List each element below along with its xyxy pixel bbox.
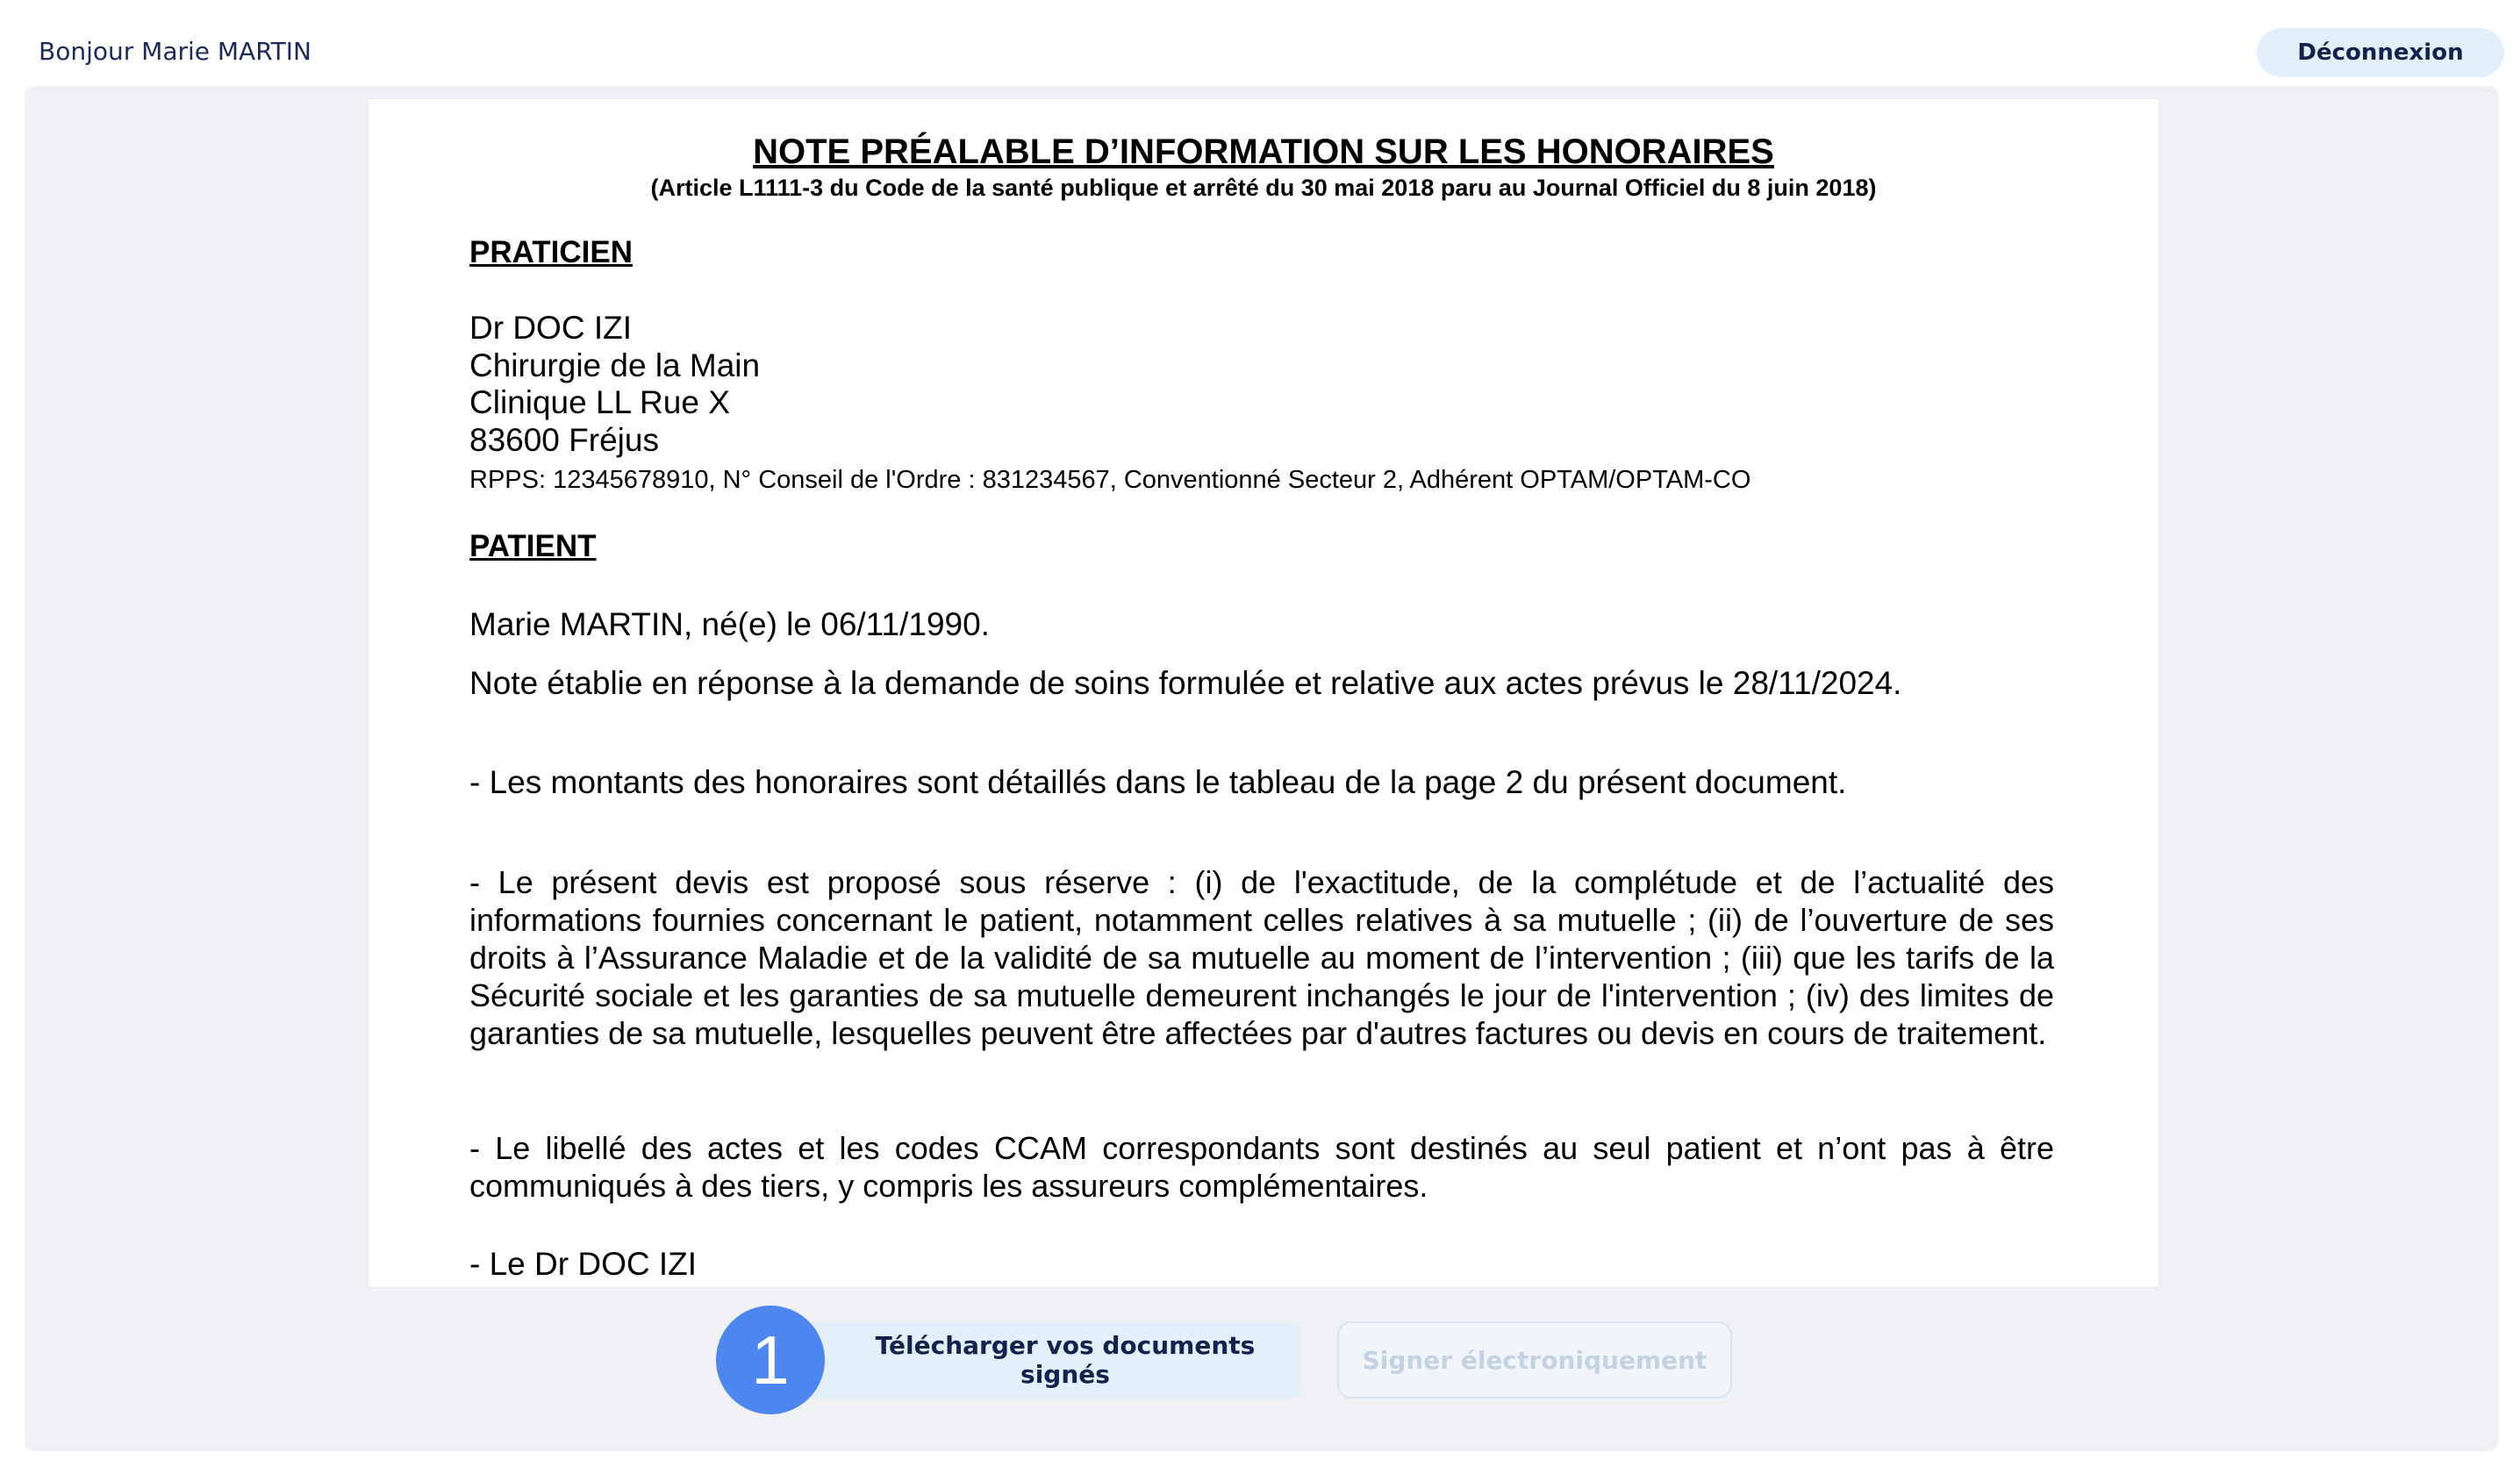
patient-identity: Marie MARTIN, né(e) le 06/11/1990. <box>469 606 990 642</box>
action-bar <box>0 1306 2520 1414</box>
greeting-text: Bonjour Marie MARTIN <box>39 37 311 66</box>
sign-electronically-button[interactable]: Signer électroniquement <box>1337 1321 1732 1399</box>
paragraph-reserve: - Le présent devis est proposé sous réserve : (i) de l'exactitude, de la complétude et de l’actualité des informations fournies concernant le patient, notamment celles relatives à sa mutuelle ; (ii) de l’ouverture de ses droits à l’Assurance Maladie et de la validité de sa mutuelle au moment de l’intervention ; (iii) que les tarifs de la Sécurité sociale et les garanties de sa mutuelle demeurent inchangés le jour de l'intervention ; (iv) des limites de garanties de sa mutuelle, lesquelles peuvent être affectées par d'autres factures ou devis en cours de traitement. <box>469 864 2054 1051</box>
paragraph-doctor: - Le Dr DOC IZI <box>469 1246 698 1282</box>
patient-heading: PATIENT <box>469 529 597 563</box>
practitioner-specialty: Chirurgie de la Main <box>469 347 761 383</box>
step-badge: 1 <box>716 1306 825 1414</box>
practitioner-address-line1: Clinique LL Rue X <box>469 384 730 420</box>
document-subtitle: (Article L1111-3 du Code de la santé publique et arrêté du 30 mai 2018 paru au Journal Officiel du 8 juin 2018) <box>650 175 1877 201</box>
download-signed-documents-button[interactable]: Télécharger vos documents signés <box>790 1321 1302 1399</box>
document-viewer[interactable] <box>369 99 2158 1287</box>
patient-request: Note établie en réponse à la demande de soins formulée et relative aux actes prévus le 28/11/2024. <box>469 665 1902 701</box>
practitioner-heading: PRATICIEN <box>469 235 634 269</box>
practitioner-address-line2: 83600 Fréjus <box>469 422 659 458</box>
logout-button[interactable]: Déconnexion <box>2257 28 2504 77</box>
document-title: NOTE PRÉALABLE D’INFORMATION SUR LES HONORAIRES <box>753 132 1774 171</box>
practitioner-name: Dr DOC IZI <box>469 310 632 346</box>
paragraph-ccam: - Le libellé des actes et les codes CCAM correspondants sont destinés au seul patient et n’ont pas à être communiqués à des tiers, y compris les assureurs complémentaires. <box>469 1130 2054 1204</box>
practitioner-identifiers: RPPS: 12345678910, N° Conseil de l'Ordre : 831234567, Conventionné Secteur 2, Adhérent OPTAM/OPTAM-CO <box>469 466 1751 494</box>
paragraph-amounts: - Les montants des honoraires sont détaillés dans le tableau de la page 2 du présent document. <box>469 764 1847 800</box>
